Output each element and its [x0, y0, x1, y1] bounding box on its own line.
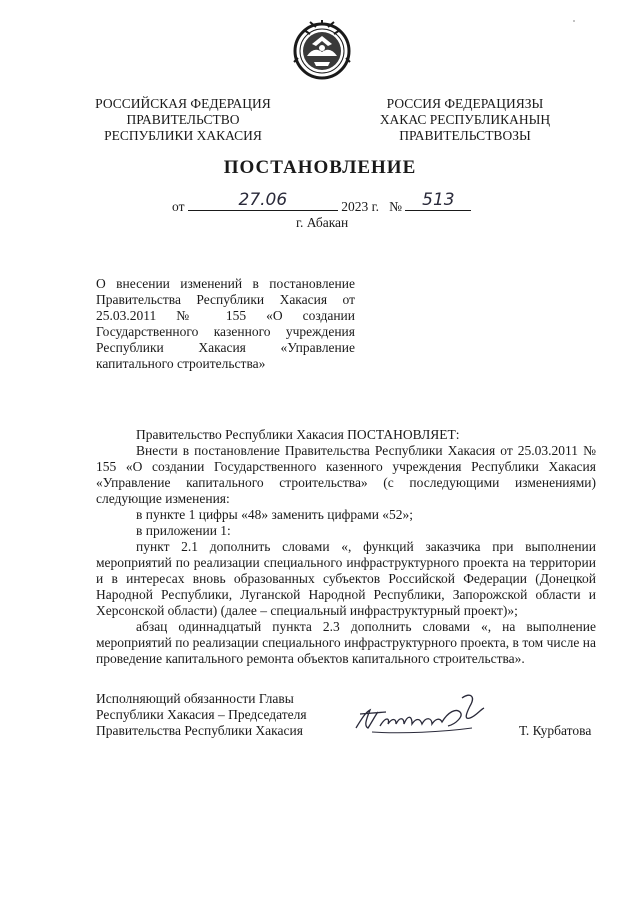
number-label: № [389, 199, 403, 214]
header-left [88, 96, 278, 144]
body-paragraph: абзац одиннадцатый пункта 2.3 дополнить словами «, на выполнение мероприятий по реализации специального инфраструктурного проекта, в том числе на проведение капитального ремонта объектов капитального строительства». [96, 619, 596, 666]
body-paragraph: в приложении 1: [136, 523, 231, 538]
scan-speck [573, 20, 575, 22]
date-number-line [172, 190, 471, 215]
city-label: г. Абакан [296, 215, 349, 230]
coat-of-arms-emblem [290, 18, 354, 82]
header-left-line: ПРАВИТЕЛЬСТВО [126, 112, 240, 127]
body-paragraph: Внести в постановление Правительства Республики Хакасия от 25.03.2011 № 155 «О создании Государственного казенного учреждения Республики Хакасия «Управление капитального строительства» (с последующими изменениями) следующие изменения: [96, 443, 596, 506]
handwritten-number: 513 [422, 190, 455, 210]
body-paragraph: пункт 2.1 дополнить словами «, функций заказчика при выполнении мероприятий по реализации специального инфраструктурного проекта на территории и в интересах вновь образованных субъектов Российской Федерации (Донецкой Народной Республики, Луганской Народной Республики, Запорожской области и Херсонской области) (далее – специальный инфраструктурный проект)»; [96, 539, 596, 618]
year-label: 2023 г. [341, 199, 379, 214]
header-right-line: РОССИЯ ФЕДЕРАЦИЯЗЫ [386, 96, 544, 111]
number-field [405, 190, 471, 211]
from-label: от [172, 199, 185, 214]
handwritten-date: 27.06 [238, 190, 288, 210]
document-subject: О внесении изменений в постановление Правительства Республики Хакасия от 25.03.2011 № 155 «О создании Государственного казенного учреждения Республики Хакасия «Управление капитального строительства» [96, 276, 355, 371]
signatory-position-line: Республики Хакасия – Председателя [96, 707, 307, 722]
header-left-line: РОССИЙСКАЯ ФЕДЕРАЦИЯ [95, 96, 271, 111]
date-field [188, 190, 338, 211]
header-left-line: РЕСПУБЛИКИ ХАКАСИЯ [104, 128, 262, 143]
decree-line: Правительство Республики Хакасия ПОСТАНОВЛЯЕТ: [136, 427, 460, 442]
handwritten-signature [352, 688, 492, 740]
header-right-line: ПРАВИТЕЛЬСТВОЗЫ [399, 128, 531, 143]
signatory-name: Т. Курбатова [519, 723, 592, 738]
header-right-line: ХАКАС РЕСПУБЛИКАНЫҢ [379, 112, 551, 127]
signatory-position-line: Правительства Республики Хакасия [96, 723, 303, 738]
body-paragraph: в пункте 1 цифры «48» заменить цифрами «52»; [136, 507, 414, 522]
document-title: ПОСТАНОВЛЕНИЕ [223, 157, 417, 178]
signatory-position-line: Исполняющий обязанности Главы [96, 691, 294, 706]
header-right [370, 96, 560, 144]
document-body [96, 427, 596, 667]
signatory-position [96, 691, 307, 739]
